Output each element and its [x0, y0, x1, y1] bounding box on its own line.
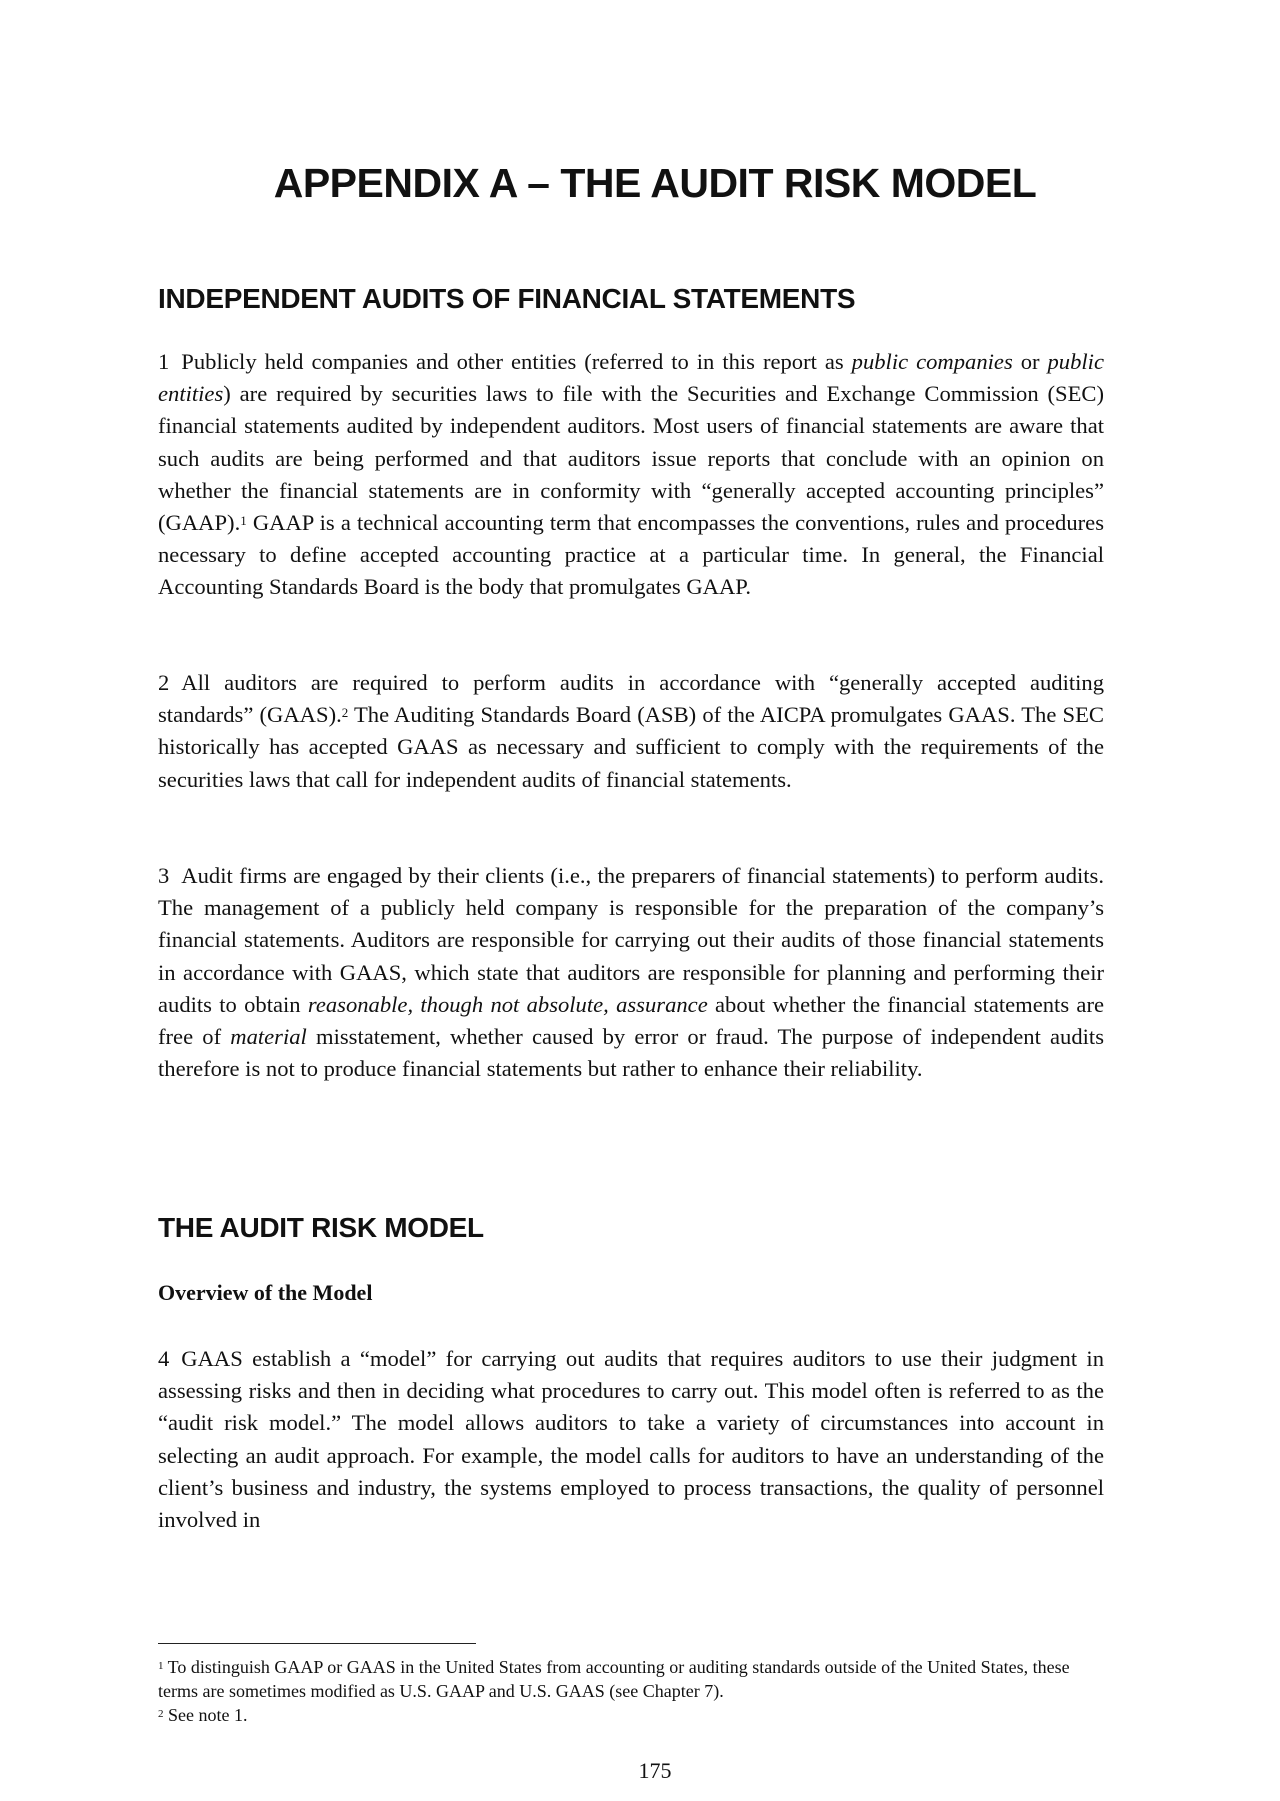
paragraph-text: Publicly held companies and other entities (referred to in this report as [181, 349, 852, 374]
footnote-reference: 2 [341, 705, 349, 721]
page-number: 175 [638, 1758, 672, 1783]
paragraph-4 [158, 1343, 1104, 1536]
paragraph-number: 3 [158, 863, 170, 888]
footnote-marker: 1 [158, 1660, 164, 1672]
footnote-text: To distinguish GAAP or GAAS in the United States from accounting or auditing standards outside of the United States, these terms are sometimes modified as U.S. GAAP and U.S. GAAS (see Chapter 7). [158, 1657, 1070, 1701]
paragraph-3 [158, 860, 1104, 1085]
emphasis-text: material [230, 1024, 307, 1050]
footnote-text: See note 1. [163, 1705, 248, 1725]
paragraph-text: All auditors are required to perform audits in accordance with “generally accepted auditing standards” (GAAS). [158, 670, 1104, 728]
paragraph-text: or [1012, 349, 1048, 374]
paragraph-2 [158, 667, 1104, 796]
footnote-2 [158, 1703, 1104, 1727]
footnote-marker: 2 [158, 1708, 164, 1720]
paragraph-number: 1 [158, 349, 170, 374]
paragraph-text: GAAP is a technical accounting term that encompasses the conventions, rules and procedures necessary to define accepted accounting practice at a particular time. In general, the Financial Accounting Standards Board is the body that promulgates GAAP. [158, 510, 1104, 600]
emphasis-text: public entities [158, 349, 1104, 407]
footnotes [158, 1655, 1104, 1727]
paragraph-1 [158, 346, 1104, 604]
footnote-divider [158, 1643, 476, 1644]
section-heading-independent-audits: INDEPENDENT AUDITS OF FINANCIAL STATEMENTS [158, 283, 856, 314]
emphasis-text: reasonable, though not absolute, assurance [307, 991, 708, 1017]
footnote-reference: 1 [240, 513, 247, 529]
page-title: APPENDIX A – THE AUDIT RISK MODEL [273, 160, 1037, 206]
paragraph-text: Audit firms are engaged by their clients (i.e., the preparers of financial statements) to perform audits. The management of a publicly held company is responsible for the preparation of the company’s financial statements. Auditors are responsible for carrying out their audits of those financial statements in accordance with GAAS, which state that auditors are responsible for planning and performing their audits to obtain [158, 863, 1104, 1017]
paragraph-number: 2 [158, 670, 170, 695]
subheading-overview: Overview of the Model [158, 1280, 373, 1305]
paragraph-text: The Auditing Standards Board (ASB) of the AICPA promulgates GAAS. The SEC historically has accepted GAAS as necessary and sufficient to comply with the requirements of the securities laws that call for independent audits of financial statements. [158, 702, 1104, 792]
paragraph-text: misstatement, whether caused by error or fraud. The purpose of independent audits therefore is not to produce financial statements but rather to enhance their reliability. [158, 1024, 1104, 1082]
paragraph-text: GAAS establish a “model” for carrying out audits that requires auditors to use their judgment in assessing risks and then in deciding what procedures to carry out. This model often is referred to as the “audit risk model.” The model allows auditors to take a variety of circumstances into account in selecting an audit approach. For example, the model calls for auditors to have an understanding of the client’s business and industry, the systems employed to process transactions, the quality of personnel involved in [158, 1346, 1104, 1533]
section-heading-audit-risk-model: THE AUDIT RISK MODEL [158, 1212, 484, 1243]
emphasis-text: public companies [851, 349, 1013, 374]
paragraph-text: ) are required by securities laws to file with the Securities and Exchange Commission (SEC) financial statements audited by independent auditors. Most users of financial statements are aware that such audits are being performed and that auditors issue reports that conclude with an opinion on whether the financial statements are in conformity with “generally accepted accounting principles” (GAAP). [158, 381, 1104, 536]
paragraph-number: 4 [158, 1346, 170, 1371]
footnote-1 [158, 1655, 1104, 1703]
paragraph-text: about whether the financial statements are free of [158, 991, 1104, 1050]
